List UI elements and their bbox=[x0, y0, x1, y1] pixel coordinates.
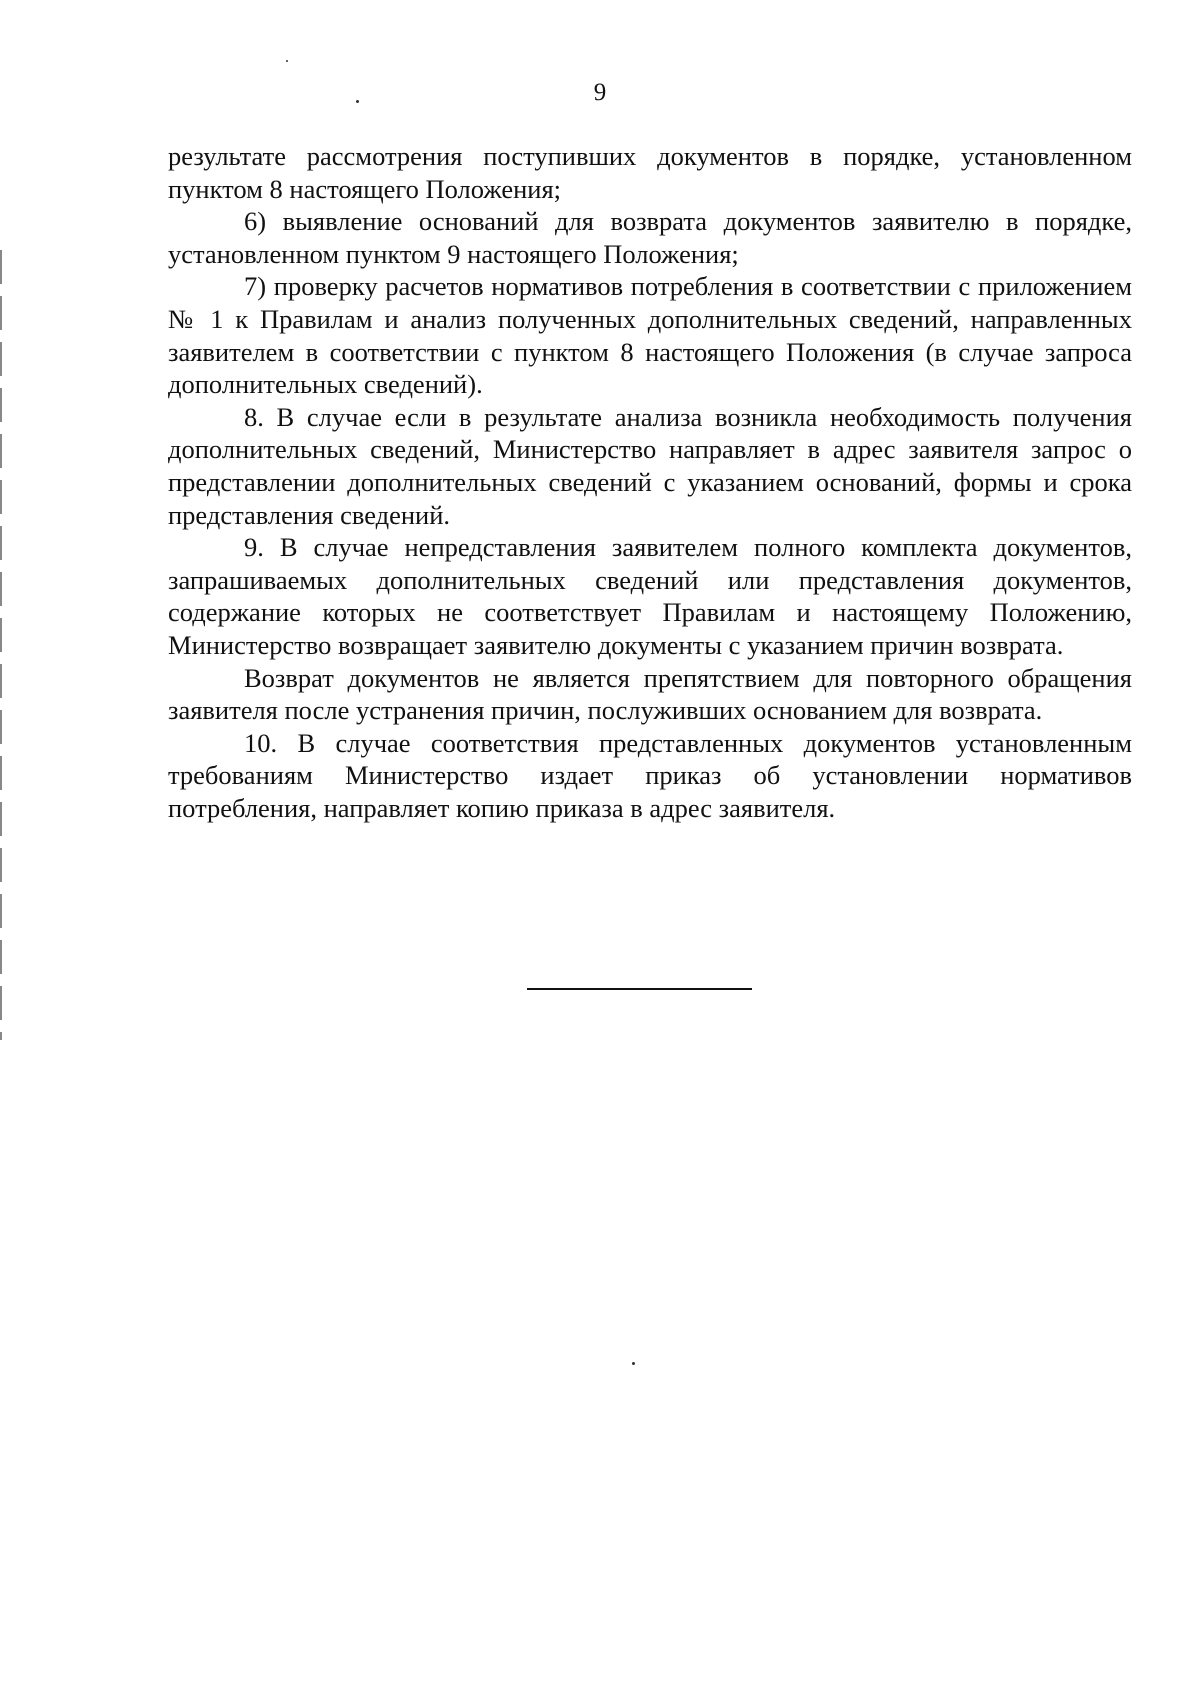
paragraph-item-7: 7) проверку расчетов нормативов потребления в соответствии с приложением № 1 к Правилам и анализ полученных дополнительных сведений, направленных заявителем в соответствии с пунктом 8 настоящего Положения (в случае запроса дополнительных сведений). bbox=[168, 271, 1132, 400]
scan-speck bbox=[286, 60, 288, 62]
paragraph-clause-10: 10. В случае соответствия представленных документов установленным требованиям Министерство издает приказ об установлении нормативов потребления, направляет копию приказа в адрес заявителя. bbox=[168, 727, 1132, 823]
page-number: 9 bbox=[593, 79, 607, 106]
paragraph-clause-9: 9. В случае непредставления заявителем полного комплекта документов, запрашиваемых дополнительных сведений или представления документов, содержание которых не соответствует Правилам и настоящему Положению, Министерство возвращает заявителю документы с указанием причин возврата. bbox=[168, 532, 1132, 660]
paragraph-item-6: 6) выявление оснований для возврата документов заявителю в порядке, установленном пунктом 9 настоящего Положения; bbox=[168, 206, 1132, 269]
end-of-document-rule bbox=[527, 988, 752, 990]
scan-binding-edge bbox=[0, 250, 2, 1040]
paragraph-clause-8: 8. В случае если в результате анализа возникла необходимость получения дополнительных сведений, Министерство направляет в адрес заявителя запрос о представлении дополнительных сведений с указанием оснований, формы и срока представления сведений. bbox=[168, 401, 1132, 530]
document-body bbox=[168, 140, 1132, 824]
paragraph-return-note: Возврат документов не является препятствием для повторного обращения заявителя после устранения причин, послуживших основанием для возврата. bbox=[168, 662, 1132, 726]
paragraph-continuation: результате рассмотрения поступивших документов в порядке, установленном пунктом 8 настоящего Положения; bbox=[168, 141, 1132, 204]
scan-speck bbox=[632, 1362, 635, 1365]
